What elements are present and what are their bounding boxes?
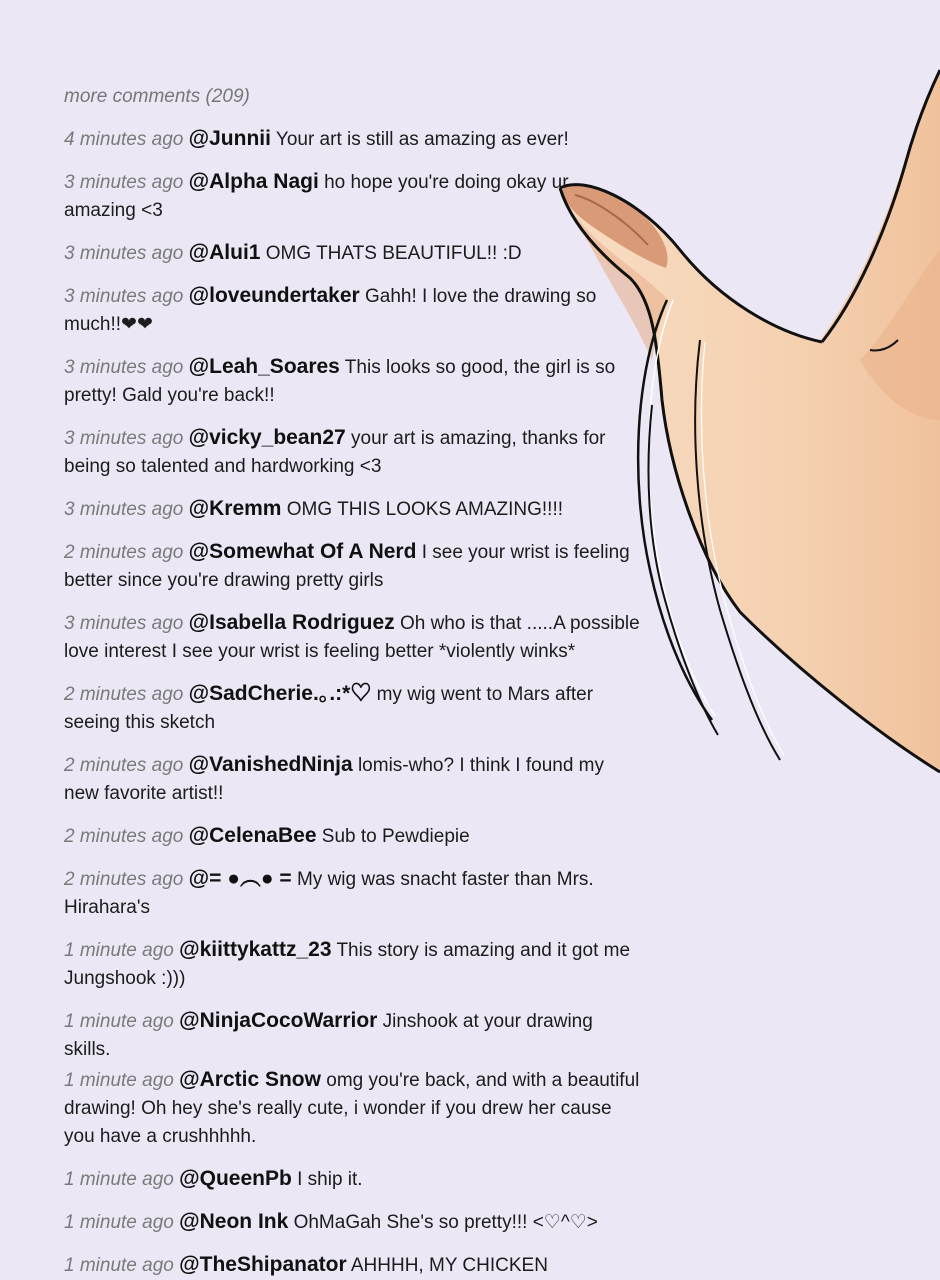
comment-username[interactable]: @Alui1: [188, 241, 261, 264]
comment-text: your art is amazing, thanks for being so talented and hardworking <3: [64, 428, 606, 477]
comment-timestamp: 2 minutes ago: [64, 542, 184, 563]
comment-text: OhMaGah She's so pretty!!! <♡^♡>: [293, 1212, 598, 1233]
comment-text: Oh who is that .....A possible love interest I see your wrist is feeling better *violently winks*: [64, 613, 640, 662]
comment-item: [64, 538, 644, 595]
comment-username[interactable]: @Leah_Soares: [188, 355, 340, 378]
comment-text: Gahh! I love the drawing so much!!❤❤: [64, 286, 597, 335]
comment-username[interactable]: @CelenaBee: [188, 824, 317, 847]
comment-username[interactable]: @vicky_bean27: [188, 426, 346, 449]
comment-timestamp: 3 minutes ago: [64, 243, 184, 264]
comment-text: I see your wrist is feeling better since you're drawing pretty girls: [64, 542, 630, 591]
comment-text: OMG THIS LOOKS AMAZING!!!!: [286, 499, 564, 520]
comment-item: [64, 282, 644, 339]
comment-timestamp: 3 minutes ago: [64, 172, 184, 193]
comment-timestamp: 2 minutes ago: [64, 684, 184, 705]
comment-timestamp: 4 minutes ago: [64, 129, 184, 150]
comment-timestamp: 3 minutes ago: [64, 357, 184, 378]
comment-item: [64, 495, 644, 524]
comment-username[interactable]: @Alpha Nagi: [188, 170, 319, 193]
comment-username[interactable]: @Arctic Snow: [179, 1068, 321, 1091]
comment-timestamp: 3 minutes ago: [64, 499, 184, 520]
comment-item: [64, 1251, 644, 1280]
comment-timestamp: 1 minute ago: [64, 1011, 174, 1032]
comment-timestamp: 1 minute ago: [64, 1255, 174, 1276]
comment-item: [64, 1007, 644, 1064]
comment-username[interactable]: @loveundertaker: [188, 284, 360, 307]
comment-text: ho hope you're doing okay ur amazing <3: [64, 172, 569, 221]
comment-text: my wig went to Mars after seeing this sketch: [64, 684, 594, 733]
comment-item: [64, 424, 644, 481]
comment-timestamp: 2 minutes ago: [64, 869, 184, 890]
comment-text: This story is amazing and it got me Jungshook :))): [64, 940, 631, 989]
comment-username[interactable]: @Kremm: [188, 497, 282, 520]
comment-username[interactable]: @Junnii: [188, 127, 271, 150]
comment-text: I ship it.: [297, 1169, 363, 1190]
comment-item: [64, 822, 644, 851]
comment-timestamp: 2 minutes ago: [64, 755, 184, 776]
comment-text: Jinshook at your drawing skills.: [64, 1011, 593, 1060]
comment-text: Sub to Pewdiepie: [321, 826, 470, 847]
comment-username[interactable]: @VanishedNinja: [188, 753, 353, 776]
comment-text: My wig was snacht faster than Mrs. Hirahara's: [64, 869, 594, 918]
comment-text: OMG THATS BEAUTIFUL!! :D: [265, 243, 522, 264]
comment-timestamp: 1 minute ago: [64, 940, 174, 961]
comment-username[interactable]: @TheShipanator: [179, 1253, 347, 1276]
comment-item: [64, 168, 644, 225]
comment-item: [64, 751, 644, 808]
comment-item: [64, 1066, 644, 1151]
comment-text: Your art is still as amazing as ever!: [275, 129, 569, 150]
comment-username[interactable]: @= ●︵● =: [188, 867, 292, 890]
comment-text: lomis-who? I think I found my new favorite artist!!: [64, 755, 604, 804]
comment-item: [64, 1208, 644, 1237]
comment-username[interactable]: @SadCherie.｡.:*♡: [188, 682, 372, 705]
comment-list: [64, 84, 644, 1280]
comment-username[interactable]: @QueenPb: [179, 1167, 292, 1190]
comment-timestamp: 2 minutes ago: [64, 826, 184, 847]
comment-username[interactable]: @kiittykattz_23: [179, 938, 332, 961]
comment-item: [64, 353, 644, 410]
comment-timestamp: 3 minutes ago: [64, 286, 184, 307]
comment-username[interactable]: @Isabella Rodriguez: [188, 611, 395, 634]
more-comments-link[interactable]: more comments (209): [64, 86, 250, 107]
comment-text: AHHHH, MY CHICKEN: [350, 1255, 548, 1276]
comment-item: [64, 125, 644, 154]
comment-item: [64, 239, 644, 268]
comment-item: [64, 865, 644, 922]
comment-text: omg you're back, and with a beautiful drawing! Oh hey she's really cute, i wonder if you drew her cause you have a crushhhhh.: [64, 1070, 640, 1147]
comment-item: [64, 936, 644, 993]
comment-timestamp: 1 minute ago: [64, 1212, 174, 1233]
comment-timestamp: 1 minute ago: [64, 1169, 174, 1190]
comment-timestamp: 1 minute ago: [64, 1070, 174, 1091]
comment-username[interactable]: @Neon Ink: [179, 1210, 289, 1233]
comment-item: [64, 680, 644, 737]
comment-text: This looks so good, the girl is so pretty! Gald you're back!!: [64, 357, 616, 406]
comment-username[interactable]: @NinjaCocoWarrior: [179, 1009, 378, 1032]
comment-timestamp: 3 minutes ago: [64, 428, 184, 449]
comment-item: [64, 609, 644, 666]
comment-timestamp: 3 minutes ago: [64, 613, 184, 634]
comment-username[interactable]: @Somewhat Of A Nerd: [188, 540, 417, 563]
comment-item: [64, 1165, 644, 1194]
